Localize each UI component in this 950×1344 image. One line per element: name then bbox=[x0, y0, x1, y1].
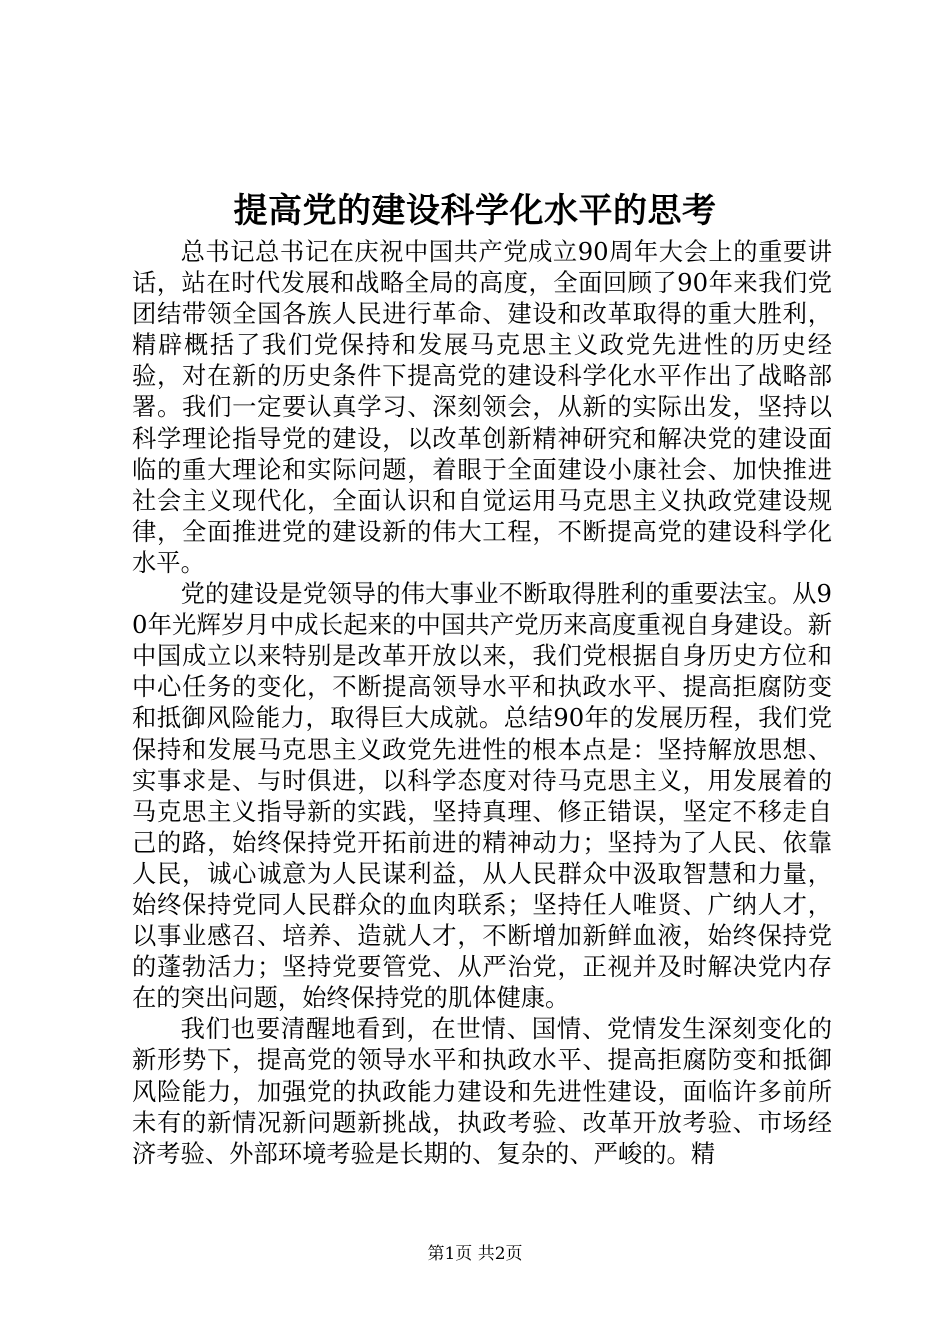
paragraph-2: 党的建设是党领导的伟大事业不断取得胜利的重要法宝。从90年光辉岁月中成长起来的中国共产党历来高度重视自身建设。新中国成立以来特别是改革开放以来，我们党根据自身历史方位和中心任务的变化，不断提高领导水平和执政水平、提高拒腐防变和抵御风险能力，取得巨大成就。总结90年的发展历程，我们党保持和发展马克思主义政党先进性的根本点是：坚持解放思想、实事求是、与时俱进，以科学态度对待马克思主义，用发展着的马克思主义指导新的实践，坚持真理、修正错误，坚定不移走自己的路，始终保持党开拓前进的精神动力；坚持为了人民、依靠人民，诚心诚意为人民谋利益，从人民群众中汲取智慧和力量，始终保持党同人民群众的血肉联系；坚持任人唯贤、广纳人才，以事业感召、培养、造就人才，不断增加新鲜血液，始终保持党的蓬勃活力；坚持党要管党、从严治党，正视并及时解决党内存在的突出问题，始终保持党的肌体健康。 bbox=[132, 579, 832, 1013]
paragraph-1: 总书记总书记在庆祝中国共产党成立90周年大会上的重要讲话，站在时代发展和战略全局的高度，全面回顾了90年来我们党团结带领全国各族人民进行革命、建设和改革取得的重大胜利，精辟概括了我们党保持和发展马克思主义政党先进性的历史经验，对在新的历史条件下提高党的建设科学化水平作出了战略部署。我们一定要认真学习、深刻领会，从新的实际出发，坚持以科学理论指导党的建设，以改革创新精神研究和解决党的建设面临的重大理论和实际问题，着眼于全面建设小康社会、加快推进社会主义现代化，全面认识和自觉运用马克思主义执政党建设规律，全面推进党的建设新的伟大工程，不断提高党的建设科学化水平。 bbox=[132, 237, 832, 577]
paragraph-3: 我们也要清醒地看到，在世情、国情、党情发生深刻变化的新形势下，提高党的领导水平和执政水平、提高拒腐防变和抵御风险能力，加强党的执政能力建设和先进性建设，面临许多前所未有的新情况新问题新挑战，执政考验、改革开放考验、市场经济考验、外部环境考验是长期的、复杂的、严峻的。精 bbox=[132, 1014, 832, 1168]
page-number-footer: 第1页 共2页 bbox=[427, 1244, 523, 1264]
document-body bbox=[132, 236, 832, 1169]
document-title: 提高党的建设科学化水平的思考 bbox=[233, 191, 717, 231]
